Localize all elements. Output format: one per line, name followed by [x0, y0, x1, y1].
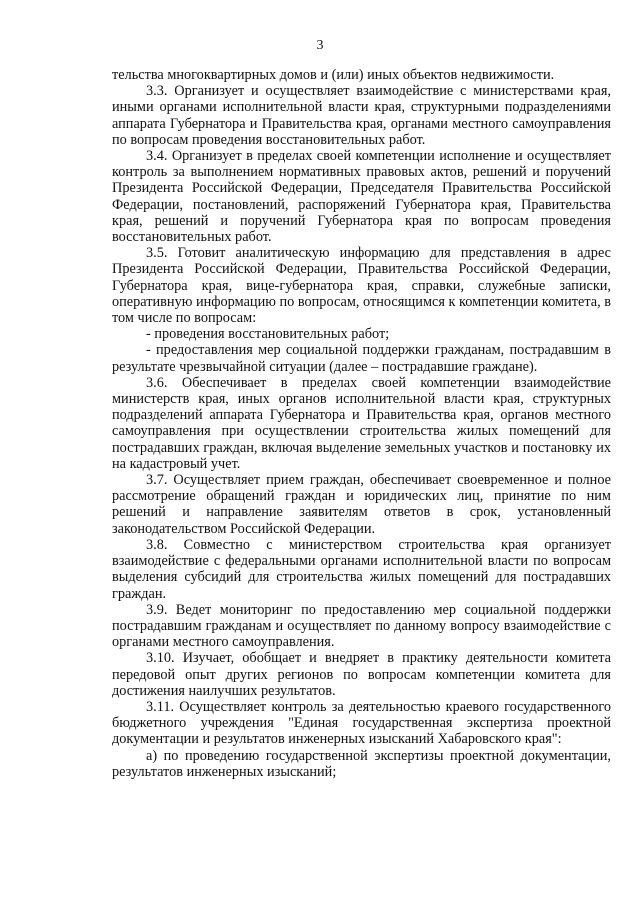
- subitem-a: а) по проведению государственной экспертизы проектной документации, результатов инженерных изысканий;: [112, 747, 611, 780]
- paragraph-continuation: тельства многоквартирных домов и (или) иных объектов недвижимости.: [112, 67, 555, 83]
- document-body: [112, 67, 611, 780]
- page-number: 3: [316, 38, 324, 53]
- paragraph-3-10: 3.10. Изучает, обобщает и внедряет в практику деятельности комитета передовой опыт других регионов по вопросам компетенции комитета для достижения наилучших результатов.: [112, 650, 611, 699]
- paragraph-3-3: 3.3. Организует и осуществляет взаимодействие с министерствами края, иными органами исполнительной власти края, структурными подразделениями аппарата Губернатора и Правительства края, органами местного самоуправления по вопросам проведения восстановительных работ.: [112, 83, 611, 148]
- paragraph-3-4: 3.4. Организует в пределах своей компетенции исполнение и осуществляет контроль за выполнением нормативных правовых актов, решений и поручений Президента Российской Федерации, Председателя Правительства Российской Федерации, постановлений, распоряжений Губернатора края, Правительства края, решений и поручений Губернатора края по вопросам проведения восстановительных работ.: [112, 148, 611, 246]
- paragraph-3-9: 3.9. Ведет мониторинг по предоставлению мер социальной поддержки пострадавшим гражданам и осуществляет по данному вопросу взаимодействие с органами местного самоуправления.: [112, 601, 611, 651]
- paragraph-3-6: 3.6. Обеспечивает в пределах своей компетенции взаимодействие министерств края, иных органов исполнительной власти края, структурных подразделений аппарата Губернатора и Правительства края, органов местного самоуправления при осуществлении строительства жилых помещений для пострадавших граждан, включая выделение земельных участков и постановку их на кадастровый учет.: [112, 374, 611, 472]
- list-item-restoration: - проведения восстановительных работ;: [146, 326, 390, 343]
- paragraph-3-11: 3.11. Осуществляет контроль за деятельностью краевого государственного бюджетного учреждения "Единая государственная экспертиза проектной документации и результатов инженерных изысканий Хабаровского края":: [112, 698, 611, 748]
- list-item-social-support: - предоставления мер социальной поддержки гражданам, пострадавшим в результате чрезвычайной ситуации (далее – пострадавшие граждане).: [112, 342, 611, 375]
- paragraph-3-5: 3.5. Готовит аналитическую информацию для представления в адрес Президента Российской Федерации, Правительства Российской Федерации, Губернатора края, вице-губернатора края, справки, служебные записки, оперативную информацию по вопросам, относящимся к компетенции комитета, в том числе по вопросам:: [112, 245, 611, 327]
- paragraph-3-8: 3.8. Совместно с министерством строительства края организует взаимодействие с федеральными органами исполнительной власти по вопросам выделения субсидий для строительства жилых помещений для пострадавших граждан.: [112, 536, 611, 602]
- paragraph-3-7: 3.7. Осуществляет прием граждан, обеспечивает своевременное и полное рассмотрение обращений граждан и юридических лиц, принятие по ним решений и направление заявителям ответов в срок, установленный законодательством Российской Федерации.: [112, 472, 611, 537]
